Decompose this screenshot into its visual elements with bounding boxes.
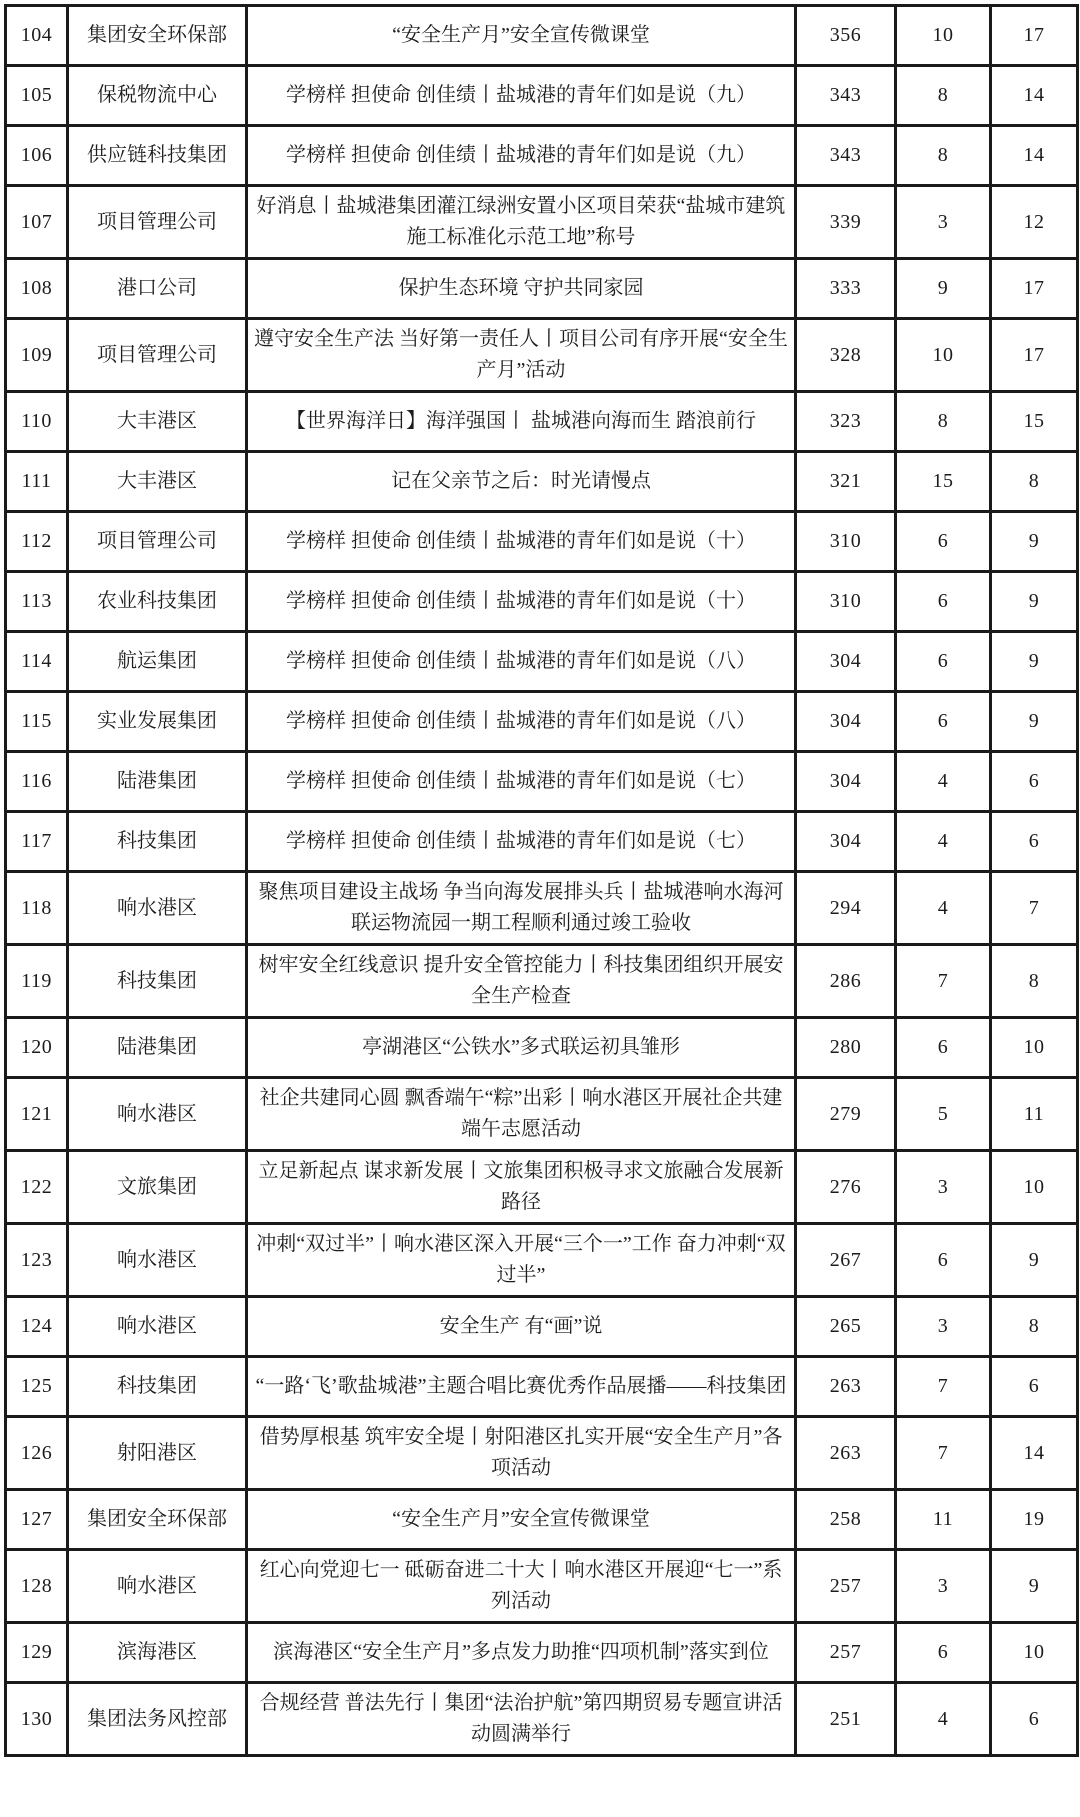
table-row [6, 1550, 1078, 1623]
share-count-cell: 12 [991, 186, 1078, 259]
article-title-cell: 记在父亲节之后：时光请慢点 [247, 452, 796, 512]
department-cell: 响水港区 [68, 872, 247, 945]
row-number-cell: 125 [6, 1357, 68, 1417]
department-cell: 响水港区 [68, 1297, 247, 1357]
read-count-cell: 343 [796, 126, 896, 186]
department-cell: 项目管理公司 [68, 186, 247, 259]
table-row [6, 812, 1078, 872]
share-count-cell: 10 [991, 1623, 1078, 1683]
share-count-cell: 17 [991, 6, 1078, 66]
article-title-cell: 借势厚根基 筑牢安全堤丨射阳港区扎实开展“安全生产月”各项活动 [247, 1417, 796, 1490]
article-title-cell: 学榜样 担使命 创佳绩丨盐城港的青年们如是说（八） [247, 692, 796, 752]
like-count-cell: 6 [896, 692, 991, 752]
table-row [6, 259, 1078, 319]
share-count-cell: 10 [991, 1151, 1078, 1224]
like-count-cell: 6 [896, 1018, 991, 1078]
share-count-cell: 14 [991, 66, 1078, 126]
read-count-cell: 257 [796, 1623, 896, 1683]
like-count-cell: 6 [896, 632, 991, 692]
read-count-cell: 251 [796, 1683, 896, 1756]
table-row [6, 1490, 1078, 1550]
article-title-cell: 遵守安全生产法 当好第一责任人丨项目公司有序开展“安全生产月”活动 [247, 319, 796, 392]
like-count-cell: 7 [896, 1417, 991, 1490]
department-cell: 科技集团 [68, 1357, 247, 1417]
read-count-cell: 310 [796, 572, 896, 632]
article-title-cell: 冲刺“双过半”丨响水港区深入开展“三个一”工作 奋力冲刺“双过半” [247, 1224, 796, 1297]
table-row [6, 319, 1078, 392]
like-count-cell: 6 [896, 512, 991, 572]
table-row [6, 632, 1078, 692]
table-row [6, 1078, 1078, 1151]
table-row [6, 392, 1078, 452]
department-cell: 农业科技集团 [68, 572, 247, 632]
share-count-cell: 14 [991, 126, 1078, 186]
row-number-cell: 107 [6, 186, 68, 259]
row-number-cell: 126 [6, 1417, 68, 1490]
read-count-cell: 304 [796, 692, 896, 752]
like-count-cell: 6 [896, 1623, 991, 1683]
row-number-cell: 105 [6, 66, 68, 126]
department-cell: 供应链科技集团 [68, 126, 247, 186]
row-number-cell: 128 [6, 1550, 68, 1623]
row-number-cell: 123 [6, 1224, 68, 1297]
like-count-cell: 3 [896, 186, 991, 259]
article-title-cell: 【世界海洋日】海洋强国丨 盐城港向海而生 踏浪前行 [247, 392, 796, 452]
row-number-cell: 110 [6, 392, 68, 452]
share-count-cell: 8 [991, 1297, 1078, 1357]
share-count-cell: 8 [991, 452, 1078, 512]
article-title-cell: 立足新起点 谋求新发展丨文旅集团积极寻求文旅融合发展新路径 [247, 1151, 796, 1224]
like-count-cell: 3 [896, 1151, 991, 1224]
row-number-cell: 106 [6, 126, 68, 186]
row-number-cell: 104 [6, 6, 68, 66]
department-cell: 文旅集团 [68, 1151, 247, 1224]
share-count-cell: 6 [991, 1357, 1078, 1417]
article-title-cell: 学榜样 担使命 创佳绩丨盐城港的青年们如是说（九） [247, 126, 796, 186]
like-count-cell: 4 [896, 872, 991, 945]
article-title-cell: 保护生态环境 守护共同家园 [247, 259, 796, 319]
read-count-cell: 304 [796, 632, 896, 692]
share-count-cell: 11 [991, 1078, 1078, 1151]
article-title-cell: 学榜样 担使命 创佳绩丨盐城港的青年们如是说（七） [247, 812, 796, 872]
department-cell: 滨海港区 [68, 1623, 247, 1683]
article-title-cell: 好消息丨盐城港集团灌江绿洲安置小区项目荣获“盐城市建筑施工标准化示范工地”称号 [247, 186, 796, 259]
article-title-cell: 学榜样 担使命 创佳绩丨盐城港的青年们如是说（七） [247, 752, 796, 812]
table-row [6, 512, 1078, 572]
table-row [6, 1018, 1078, 1078]
row-number-cell: 113 [6, 572, 68, 632]
like-count-cell: 10 [896, 6, 991, 66]
like-count-cell: 6 [896, 572, 991, 632]
department-cell: 大丰港区 [68, 452, 247, 512]
row-number-cell: 121 [6, 1078, 68, 1151]
table-row [6, 752, 1078, 812]
like-count-cell: 4 [896, 812, 991, 872]
read-count-cell: 280 [796, 1018, 896, 1078]
articles-table [4, 4, 1079, 1757]
table-row [6, 572, 1078, 632]
article-title-cell: “一路‘飞’歌盐城港”主题合唱比赛优秀作品展播——科技集团 [247, 1357, 796, 1417]
read-count-cell: 323 [796, 392, 896, 452]
article-title-cell: 安全生产 有“画”说 [247, 1297, 796, 1357]
table-row [6, 1623, 1078, 1683]
department-cell: 实业发展集团 [68, 692, 247, 752]
share-count-cell: 17 [991, 259, 1078, 319]
table-row [6, 692, 1078, 752]
share-count-cell: 6 [991, 812, 1078, 872]
share-count-cell: 9 [991, 692, 1078, 752]
read-count-cell: 279 [796, 1078, 896, 1151]
read-count-cell: 263 [796, 1417, 896, 1490]
table-row [6, 186, 1078, 259]
department-cell: 射阳港区 [68, 1417, 247, 1490]
read-count-cell: 343 [796, 66, 896, 126]
article-title-cell: 学榜样 担使命 创佳绩丨盐城港的青年们如是说（八） [247, 632, 796, 692]
row-number-cell: 118 [6, 872, 68, 945]
row-number-cell: 116 [6, 752, 68, 812]
row-number-cell: 112 [6, 512, 68, 572]
department-cell: 大丰港区 [68, 392, 247, 452]
like-count-cell: 6 [896, 1224, 991, 1297]
share-count-cell: 7 [991, 872, 1078, 945]
read-count-cell: 286 [796, 945, 896, 1018]
share-count-cell: 14 [991, 1417, 1078, 1490]
read-count-cell: 328 [796, 319, 896, 392]
read-count-cell: 304 [796, 752, 896, 812]
row-number-cell: 109 [6, 319, 68, 392]
share-count-cell: 19 [991, 1490, 1078, 1550]
share-count-cell: 15 [991, 392, 1078, 452]
row-number-cell: 122 [6, 1151, 68, 1224]
article-title-cell: 树牢安全红线意识 提升安全管控能力丨科技集团组织开展安全生产检查 [247, 945, 796, 1018]
read-count-cell: 304 [796, 812, 896, 872]
table-row [6, 126, 1078, 186]
like-count-cell: 4 [896, 1683, 991, 1756]
like-count-cell: 3 [896, 1297, 991, 1357]
read-count-cell: 276 [796, 1151, 896, 1224]
share-count-cell: 9 [991, 1550, 1078, 1623]
read-count-cell: 333 [796, 259, 896, 319]
like-count-cell: 9 [896, 259, 991, 319]
row-number-cell: 108 [6, 259, 68, 319]
share-count-cell: 9 [991, 572, 1078, 632]
like-count-cell: 8 [896, 126, 991, 186]
like-count-cell: 3 [896, 1550, 991, 1623]
like-count-cell: 10 [896, 319, 991, 392]
department-cell: 科技集团 [68, 812, 247, 872]
row-number-cell: 124 [6, 1297, 68, 1357]
row-number-cell: 114 [6, 632, 68, 692]
share-count-cell: 17 [991, 319, 1078, 392]
department-cell: 陆港集团 [68, 1018, 247, 1078]
read-count-cell: 321 [796, 452, 896, 512]
share-count-cell: 9 [991, 512, 1078, 572]
department-cell: 响水港区 [68, 1224, 247, 1297]
share-count-cell: 10 [991, 1018, 1078, 1078]
article-title-cell: 学榜样 担使命 创佳绩丨盐城港的青年们如是说（十） [247, 572, 796, 632]
article-title-cell: 社企共建同心圆 飘香端午“粽”出彩丨响水港区开展社企共建端午志愿活动 [247, 1078, 796, 1151]
share-count-cell: 9 [991, 1224, 1078, 1297]
table-row [6, 872, 1078, 945]
read-count-cell: 294 [796, 872, 896, 945]
table-row [6, 6, 1078, 66]
share-count-cell: 8 [991, 945, 1078, 1018]
read-count-cell: 258 [796, 1490, 896, 1550]
read-count-cell: 263 [796, 1357, 896, 1417]
table-row [6, 1417, 1078, 1490]
like-count-cell: 8 [896, 392, 991, 452]
article-title-cell: 聚焦项目建设主战场 争当向海发展排头兵丨盐城港响水海河联运物流园一期工程顺利通过竣工验收 [247, 872, 796, 945]
table-body [6, 6, 1078, 1756]
row-number-cell: 111 [6, 452, 68, 512]
department-cell: 集团安全环保部 [68, 6, 247, 66]
article-title-cell: “安全生产月”安全宣传微课堂 [247, 6, 796, 66]
department-cell: 港口公司 [68, 259, 247, 319]
read-count-cell: 339 [796, 186, 896, 259]
share-count-cell: 6 [991, 1683, 1078, 1756]
table-row [6, 1224, 1078, 1297]
read-count-cell: 356 [796, 6, 896, 66]
like-count-cell: 7 [896, 945, 991, 1018]
article-title-cell: 亭湖港区“公铁水”多式联运初具雏形 [247, 1018, 796, 1078]
table-row [6, 1357, 1078, 1417]
department-cell: 响水港区 [68, 1078, 247, 1151]
like-count-cell: 15 [896, 452, 991, 512]
share-count-cell: 9 [991, 632, 1078, 692]
article-title-cell: 学榜样 担使命 创佳绩丨盐城港的青年们如是说（九） [247, 66, 796, 126]
department-cell: 项目管理公司 [68, 512, 247, 572]
row-number-cell: 130 [6, 1683, 68, 1756]
row-number-cell: 127 [6, 1490, 68, 1550]
department-cell: 集团安全环保部 [68, 1490, 247, 1550]
department-cell: 科技集团 [68, 945, 247, 1018]
table-row [6, 452, 1078, 512]
like-count-cell: 5 [896, 1078, 991, 1151]
share-count-cell: 6 [991, 752, 1078, 812]
row-number-cell: 115 [6, 692, 68, 752]
department-cell: 响水港区 [68, 1550, 247, 1623]
like-count-cell: 7 [896, 1357, 991, 1417]
article-title-cell: 合规经营 普法先行丨集团“法治护航”第四期贸易专题宣讲活动圆满举行 [247, 1683, 796, 1756]
table-row [6, 1151, 1078, 1224]
department-cell: 集团法务风控部 [68, 1683, 247, 1756]
article-title-cell: 红心向党迎七一 砥砺奋进二十大丨响水港区开展迎“七一”系列活动 [247, 1550, 796, 1623]
read-count-cell: 257 [796, 1550, 896, 1623]
table-row [6, 66, 1078, 126]
like-count-cell: 4 [896, 752, 991, 812]
row-number-cell: 117 [6, 812, 68, 872]
department-cell: 陆港集团 [68, 752, 247, 812]
like-count-cell: 11 [896, 1490, 991, 1550]
like-count-cell: 8 [896, 66, 991, 126]
department-cell: 保税物流中心 [68, 66, 247, 126]
row-number-cell: 119 [6, 945, 68, 1018]
read-count-cell: 267 [796, 1224, 896, 1297]
read-count-cell: 310 [796, 512, 896, 572]
article-title-cell: “安全生产月”安全宣传微课堂 [247, 1490, 796, 1550]
article-title-cell: 滨海港区“安全生产月”多点发力助推“四项机制”落实到位 [247, 1623, 796, 1683]
article-title-cell: 学榜样 担使命 创佳绩丨盐城港的青年们如是说（十） [247, 512, 796, 572]
row-number-cell: 129 [6, 1623, 68, 1683]
department-cell: 项目管理公司 [68, 319, 247, 392]
table-row [6, 1683, 1078, 1756]
read-count-cell: 265 [796, 1297, 896, 1357]
department-cell: 航运集团 [68, 632, 247, 692]
row-number-cell: 120 [6, 1018, 68, 1078]
table-row [6, 945, 1078, 1018]
table-row [6, 1297, 1078, 1357]
